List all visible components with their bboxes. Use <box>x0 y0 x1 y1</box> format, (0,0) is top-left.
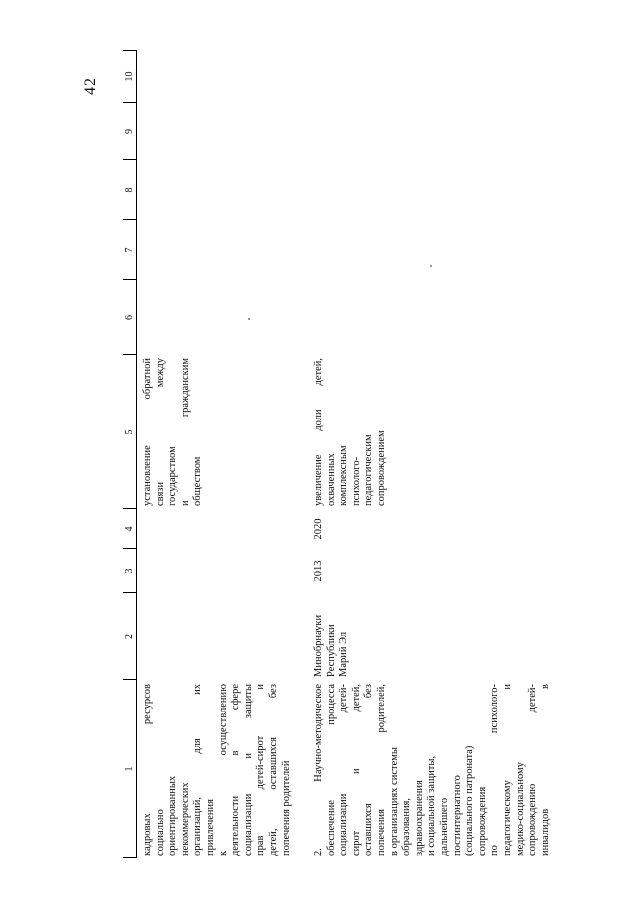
row1-col1-line: социально <box>154 809 166 856</box>
row1-col1-line: социализации и защиты <box>242 684 254 856</box>
row2-col1-line: 2. Научно-методическое <box>313 684 324 856</box>
column-header-9: 9 <box>124 129 135 134</box>
row2-col5-line: психолого- <box>350 456 362 506</box>
column-header-2: 2 <box>124 634 135 639</box>
row2-col2-line: Республики <box>325 624 337 677</box>
row2-col1-line: сопровождению детей- <box>527 684 539 856</box>
row2-col5-line: сопровождением <box>375 430 387 506</box>
row1-col1-line: детей, оставшихся без <box>267 684 279 856</box>
row2-col1-line: дальнейшего <box>438 797 450 856</box>
row2-col5-line: комплексным <box>338 445 350 506</box>
row2-col1-line: педагогическому и <box>501 684 513 856</box>
column-header-7: 7 <box>124 247 135 253</box>
row2-col2-text <box>313 595 351 677</box>
row2-col1-line: образования, <box>401 797 413 856</box>
row2-col1-line: обеспечение процесса <box>325 684 337 856</box>
row2-col1-line: сопровождения <box>476 786 488 856</box>
row1-col1-line: попечения родителей <box>280 760 292 856</box>
row2-col1-line: оставшихся без <box>363 684 375 856</box>
row2-col2-line: Минобрнауки <box>313 614 324 677</box>
row2-col1-text <box>313 684 552 856</box>
column-header-8: 8 <box>124 187 135 193</box>
row2-col1-line: инвалидов в <box>539 684 551 856</box>
row1-col5-text <box>142 358 205 506</box>
column-header-5: 5 <box>124 429 135 435</box>
row2-col3-text: 2013 <box>313 560 324 582</box>
row2-col1-line: постинтернатного <box>451 775 463 856</box>
row2-col5-text <box>313 358 389 506</box>
row1-col5-line: государством <box>167 446 179 506</box>
row1-col5-line: обществом <box>192 456 204 506</box>
row2-col1-line: медико-социальному <box>514 762 526 856</box>
row1-col1-text <box>142 684 293 856</box>
row1-col1-line: организаций, для их <box>192 684 204 856</box>
row1-col5-line: связи между <box>154 358 166 506</box>
column-header-4: 4 <box>124 526 135 532</box>
column-header-6: 6 <box>124 315 135 320</box>
row1-col1-line: некоммерческих <box>179 782 191 856</box>
row2-col5-line: охваченных <box>325 453 337 506</box>
row2-col1-line: здравоохранения <box>413 780 425 856</box>
row1-col1-line: ориентированных <box>167 775 179 856</box>
rotated-table <box>123 50 630 858</box>
column-header-1: 1 <box>124 766 135 772</box>
row1-col1-line: к осуществлению <box>217 684 229 856</box>
row2-col1-line: и социальной защиты, <box>426 755 438 856</box>
row1-col1-line: кадровых ресурсов <box>142 684 153 856</box>
row1-col1-line: деятельности в сфере <box>230 684 242 856</box>
scan-speck <box>430 265 432 267</box>
scan-speck <box>248 318 250 320</box>
row2-col1-line: (социального патроната) <box>464 745 476 856</box>
row2-col5-line: увеличение доли детей, <box>313 358 324 506</box>
page-number: 42 <box>82 77 99 95</box>
row2-col2-line: Марий Эл <box>338 631 350 677</box>
row1-col1-line: привлечения <box>204 799 216 856</box>
column-header-row <box>123 50 137 858</box>
row2-col5-line: педагогическим <box>363 434 375 506</box>
column-header-10: 10 <box>124 71 135 82</box>
row1-col5-line: установление обратной <box>142 358 153 506</box>
column-header-3: 3 <box>124 568 135 574</box>
row2-col1-line: социализации детей- <box>338 684 350 856</box>
row1-col5-line: и гражданским <box>179 358 191 506</box>
row2-col1-line: сирот и детей, <box>350 684 362 856</box>
row2-col1-line: по психолого- <box>489 684 501 856</box>
row1-col1-line: прав детей-сирот и <box>255 684 267 856</box>
row2-col1-line: в организациях системы <box>388 747 400 856</box>
row2-col4-text: 2020 <box>313 518 324 540</box>
row2-col1-line: попечения родителей, <box>375 684 387 856</box>
